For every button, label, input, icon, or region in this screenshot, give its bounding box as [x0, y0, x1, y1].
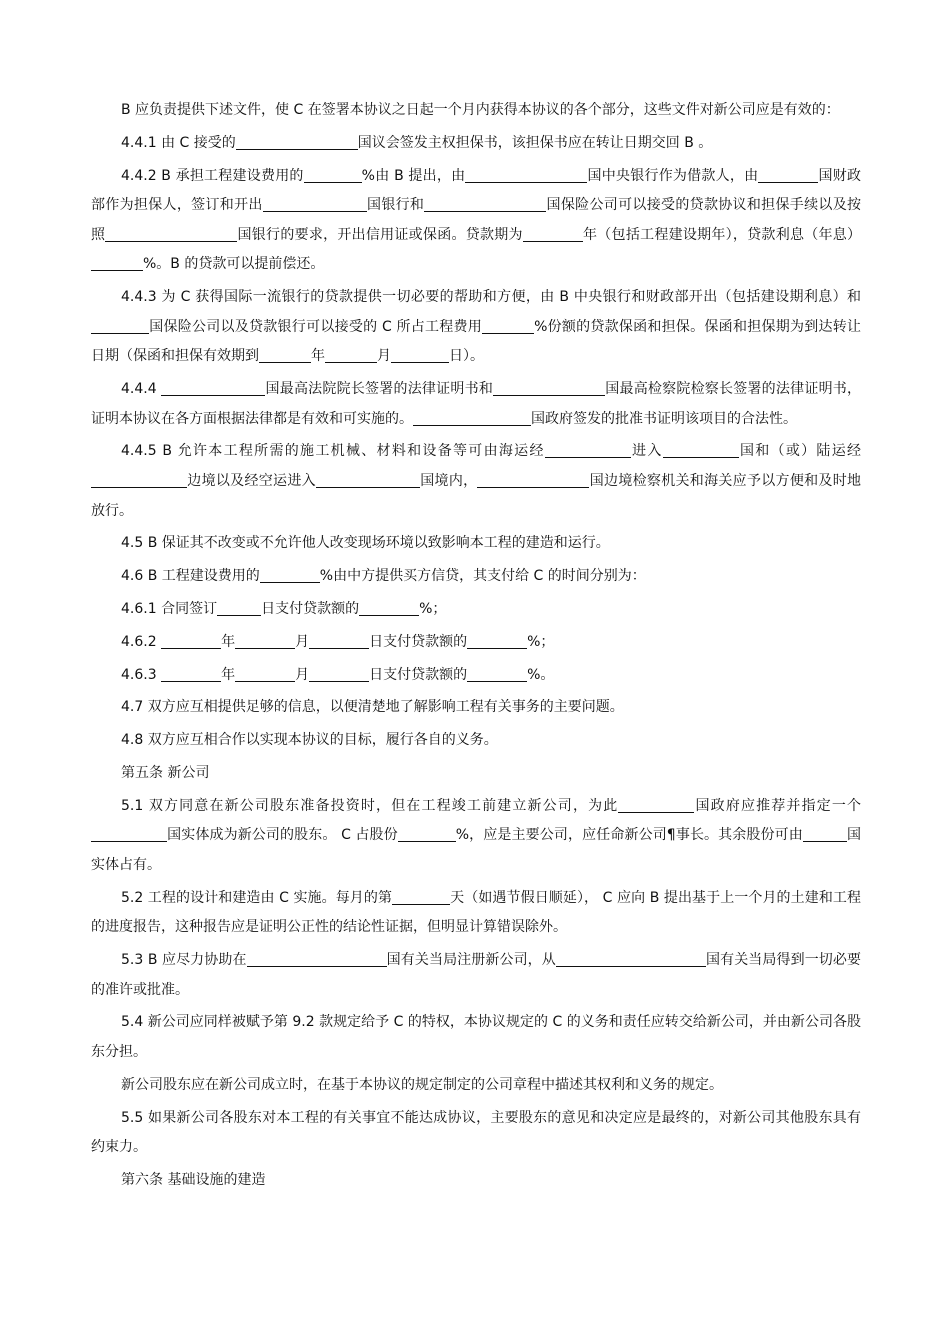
blank-line — [260, 567, 320, 583]
blank-line — [465, 167, 587, 183]
text: 5.1 双方同意在新公司股东准备投资时，但在工程竣工前建立新公司，为此 — [121, 797, 619, 814]
blank-line — [91, 472, 187, 488]
text: 4.6.3 — [121, 666, 162, 683]
clause-4-5 — [91, 529, 861, 559]
text: 国最高检察院检察长签署的法律证明书，证明本协议在各方面根据法律都是有效和可实施的。 — [91, 381, 862, 427]
clause-5-5 — [91, 1104, 861, 1163]
text: 日支付贷款额的 — [261, 601, 360, 617]
text: 年 — [311, 348, 325, 365]
text: 月 — [377, 348, 391, 365]
text: 国银行和 — [366, 197, 425, 214]
clause-4-7 — [91, 693, 861, 723]
clause-4-4-2 — [91, 162, 861, 280]
blank-line — [482, 318, 534, 334]
clause-4-6 — [91, 562, 861, 592]
text: 5.5 如果新公司各股东对本工程的有关事宜不能达成协议，主要股东的意见和决定应是最终的，对新公司其他股东具有约束力。 — [91, 1109, 861, 1156]
blank-line — [304, 167, 362, 183]
blank-line — [247, 951, 387, 967]
text: 日支付贷款额的 — [369, 633, 468, 650]
blank-line — [91, 318, 149, 334]
paragraph-intro — [91, 96, 861, 126]
blank-line — [309, 633, 369, 649]
clause-4-4-4 — [91, 375, 861, 434]
text: 国议会签发主权担保书，该担保书应在转让日期交回 B 。 — [357, 134, 713, 151]
article-6-heading — [91, 1166, 861, 1196]
text: %份额的贷款保函和担保。保函和担保期为到达转让日期（保函和担保有效期到 — [91, 318, 861, 365]
blank-line — [523, 226, 583, 242]
document-page — [91, 96, 861, 1199]
text: 国政府应推荐并指定一个 — [694, 797, 861, 814]
blank-line — [91, 826, 167, 842]
blank-line — [325, 347, 377, 363]
clause-4-4-5 — [91, 437, 861, 526]
text: 5.4 新公司应同样被赋予第 9.2 款规定给予 C 的特权，本协议规定的 C 的义务和责任应转交给新公司，并由新公司各股东分担。 — [91, 1014, 861, 1060]
text: 日支付贷款额的 — [369, 666, 468, 683]
text: 日）。 — [449, 348, 484, 365]
blank-line — [663, 442, 739, 458]
text: 国有关当局得到一切必要的准许或批准。 — [91, 952, 861, 998]
blank-line — [618, 797, 694, 813]
article-5-heading — [91, 759, 861, 789]
clause-5-4-note — [91, 1071, 861, 1101]
clause-4-6-2 — [91, 628, 861, 658]
text: 国边境检察机关和海关应予以方便和及时地放行。 — [91, 473, 862, 519]
text: 4.8 双方应互相合作以实现本协议的目标，履行各自的义务。 — [121, 732, 498, 749]
text: 天（如遇节假日顺延）， C 应向 B 提出基于上一个月的土建和工程的进度报告，这种报告应是证明公正性的结论性证据，但明显计算错误除外。 — [91, 889, 861, 936]
blank-line — [161, 666, 221, 682]
blank-line — [758, 167, 818, 183]
text: 月 — [295, 633, 310, 650]
blank-line — [556, 951, 706, 967]
blank-line — [392, 889, 450, 905]
clause-4-6-1 — [91, 595, 861, 625]
text: 年 — [221, 633, 236, 650]
blank-line — [803, 826, 847, 842]
text: 国和（或）陆运经 — [738, 443, 862, 460]
text: 国保险公司可以接受的贷款协议和担保手续以及按照 — [91, 197, 862, 243]
text: 国境内， — [419, 473, 478, 490]
text: 国最高法院院长签署的法律证明书和 — [265, 381, 494, 398]
blank-line — [235, 666, 295, 682]
blank-line — [161, 633, 221, 649]
text: 年（包括工程建设期年），贷款利息（年息） — [582, 226, 862, 243]
text: 5.2 工程的设计和建造由 C 实施。每月的第 — [121, 889, 393, 906]
text: %由 B 提出，由 — [361, 167, 466, 184]
text: 国实体占有。 — [91, 827, 861, 873]
blank-line — [359, 600, 419, 616]
clause-5-3 — [91, 946, 861, 1005]
blank-line — [424, 196, 546, 212]
text: 月 — [295, 666, 310, 683]
text: 4.6.2 — [121, 633, 162, 650]
text: 4.6.1 合同签订 — [121, 601, 218, 617]
text: 国实体成为新公司的股东。 C 占股份 — [167, 827, 398, 844]
text: 第五条 新公司 — [121, 764, 210, 781]
blank-line — [309, 666, 369, 682]
clause-4-6-3 — [91, 661, 861, 691]
text: 4.4.2 B 承担工程建设费用的 — [121, 167, 304, 184]
text: 4.7 双方应互相提供足够的信息，以便清楚地了解影响工程有关事务的主要问题。 — [121, 699, 624, 716]
clause-4-4-3 — [91, 283, 861, 372]
clause-4-4-1 — [91, 129, 861, 159]
text: 4.4.1 由 C 接受的 — [121, 134, 236, 151]
text: 国财政部作为担保人，签订和开出 — [91, 167, 862, 214]
blank-line — [236, 134, 358, 150]
blank-line — [467, 633, 527, 649]
text: %。B 的贷款可以提前偿还。 — [143, 256, 325, 273]
text: 5.3 B 应尽力协助在 — [121, 952, 247, 969]
blank-line — [259, 347, 311, 363]
text: 国有关当局注册新公司，从 — [386, 952, 556, 969]
text: 第六条 基础设施的建造 — [121, 1171, 266, 1188]
blank-line — [477, 472, 589, 488]
text: 国政府签发的批准书证明该项目的合法性。 — [531, 410, 797, 427]
text: %； — [419, 601, 447, 617]
blank-line — [413, 410, 531, 426]
blank-line — [316, 472, 420, 488]
text: 国中央银行作为借款人，由 — [587, 167, 759, 184]
text: 年 — [221, 666, 236, 683]
blank-line — [391, 347, 449, 363]
text: 4.5 B 保证其不改变或不允许他人改变现场环境以致影响本工程的建造和运行。 — [121, 535, 610, 552]
blank-line — [217, 600, 261, 616]
text: 4.6 B 工程建设费用的 — [121, 568, 260, 585]
text: 4.4.3 为 C 获得国际一流银行的贷款提供一切必要的帮助和方便，由 B 中央银行和财政部开出（包括建设期利息）和 — [121, 289, 861, 306]
blank-line — [493, 380, 605, 396]
text: %，应是主要公司，应任命新公司¶事长。其余股份可由 — [455, 827, 803, 844]
clause-5-1 — [91, 792, 861, 881]
blank-line — [467, 666, 527, 682]
text: 边境以及经空运进入 — [187, 473, 316, 490]
blank-line — [398, 826, 456, 842]
clause-5-2 — [91, 884, 861, 943]
text: 新公司股东应在新公司成立时，在基于本协议的规定制定的公司章程中描述其权利和义务的规定。 — [121, 1076, 723, 1093]
blank-line — [91, 255, 143, 271]
text: %。 — [527, 666, 555, 683]
text: 4.4.5 B 允许本工程所需的施工机械、材料和设备等可由海运经 — [121, 443, 545, 460]
blank-line — [545, 442, 631, 458]
blank-line — [161, 380, 265, 396]
text: B 应负责提供下述文件，使 C 在签署本协议之日起一个月内获得本协议的各个部分，这些文件对新公司应是有效的： — [121, 102, 840, 118]
clause-4-8 — [91, 726, 861, 756]
text: %； — [527, 633, 555, 650]
text: 国银行的要求，开出信用证或保函。贷款期为 — [237, 226, 523, 243]
text: 进入 — [630, 443, 663, 460]
clause-5-4 — [91, 1008, 861, 1067]
blank-line — [235, 633, 295, 649]
text: 4.4.4 — [121, 381, 162, 398]
text: 国保险公司以及贷款银行可以接受的 C 所占工程费用 — [149, 318, 483, 335]
text: %由中方提供买方信贷，其支付给 C 的时间分别为： — [319, 568, 646, 585]
blank-line — [105, 226, 237, 242]
blank-line — [263, 196, 367, 212]
